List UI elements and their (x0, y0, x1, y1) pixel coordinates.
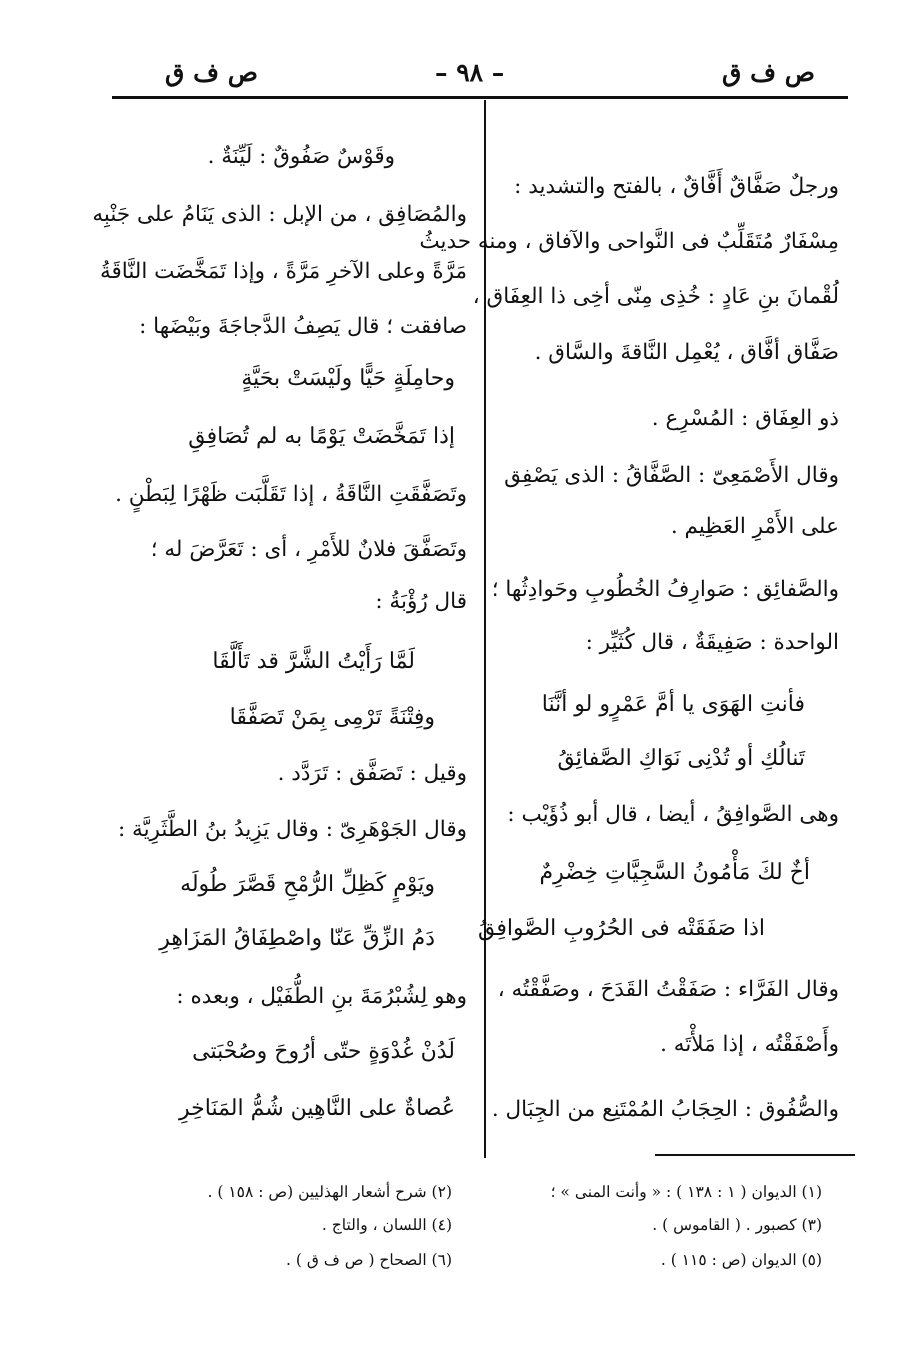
verse-line: عُصاةٌ على النَّاهِين شُمُّ المَنَاخِرِ (179, 1096, 455, 1121)
header-root-left: ص ف ق (165, 58, 258, 87)
text-line: والصَّفائِق : صَوارِفُ الخُطُوبِ وحَوادِثُها ؛ (491, 577, 839, 602)
text-line: والصُّفُوق : الحِجَابُ المُمْتَنِع من الجِبَال . (491, 1097, 839, 1122)
footnote: (١) الديوان ( ١ : ١٣٨ ) : « وأنت المنى » ؛ (550, 1183, 822, 1201)
text-line: وقال الأَصْمَعِىّ : الصَّفَّاقُ : الذى يَصْفِق (504, 463, 839, 488)
text-line: وقَوْسٌ صَفُوقٌ : لَيِّنَةٌ . (207, 144, 395, 169)
footnote: (٢) شرح أشعار الهذليين (ص : ١٥٨ ) . (207, 1183, 452, 1201)
verse-line: اذا صَفَقَتْه فى الحُرُوبِ الصَّوافِقُ (478, 916, 765, 941)
left-column (92, 100, 475, 1160)
text-line: والمُصَافِق ، من الإبل : الذى يَنَامُ على جَنْبِه (92, 202, 467, 227)
footnote: (٥) الديوان (ص : ١١٥ ) . (660, 1251, 822, 1269)
text-line: وتَصَفَّقَ فلانٌ للأَمْرِ ، أى : تَعَرَّضَ له ؛ (150, 537, 467, 562)
text-line: ورجلٌ صَفَّاقٌ أَفَّاقٌ ، بالفتح والتشديد : (514, 174, 839, 199)
text-line: وأَصْفَقْتُه ، إذا مَلأْتَه . (660, 1032, 839, 1057)
footnote-rule (655, 1154, 855, 1156)
footnote: (٤) اللسان ، والتاج . (321, 1216, 452, 1234)
text-line: وقال الجَوْهَرِىّ : وقال يَزِيدُ بنُ الطَّثَرِيَّة : (117, 817, 467, 842)
verse-line: لَدُنْ غُدْوَةٍ حتّى أرُوحَ وصُحْبَتى (192, 1039, 455, 1064)
footnote: (٦) الصحاح ( ص ف ق ) . (286, 1251, 452, 1269)
text-line: مِسْفَارٌ مُتَقَلِّبٌ فى النَّواحى والآفاق ، ومنه حديثُ (419, 229, 839, 254)
header-rule (112, 96, 848, 99)
header-root-right: ص ف ق (722, 58, 815, 87)
text-line: صَفَّاق أفَّاق ، يُعْمِل النَّاقةَ والسَّاق . (534, 340, 839, 365)
text-line: وقيل : تَصَفَّق : تَرَدَّد . (277, 761, 467, 786)
text-line: قال رُؤْبَةُ : (375, 589, 467, 614)
verse-line: دَمُ الزِّقِّ عَنّا واصْطِفَاقُ المَزَاهِرِ (159, 926, 435, 951)
text-line: وهو لِشُبْرُمَةَ بنِ الطُّفَيْل ، وبعده : (176, 984, 467, 1009)
verse-line: لَمَّا رَأَيْتُ الشَّرَّ قد تَأَلَّقَا (212, 649, 415, 674)
text-line: وقال الفَرَّاء : صَفَقْتُ القَدَحَ ، وصَفَّقْتُه ، (497, 977, 839, 1002)
text-line: لُقْمانَ بنِ عَادٍ : خُذِى مِنّى أخِى ذا العِفَاق ، (472, 284, 839, 309)
text-line: وتَصَفَّقَتِ النَّاقَةُ ، إذا تَقَلَّبَت ظَهْرًا لِبَطْنٍ . (115, 482, 467, 507)
page-number: – ٩٨ – (435, 58, 505, 87)
text-line: الواحدة : صَفِيقَةٌ ، قال كُثَيِّر : (585, 630, 839, 655)
text-line: على الأَمْرِ العَظِيم . (670, 514, 839, 539)
footnote: (٣) كصبور . ( القاموس ) . (652, 1216, 822, 1234)
verse-line: فأنتِ الهَوَى يا أمَّ عَمْرٍو لو أنَّنَا (541, 692, 805, 717)
verse-line: إذا تَمَخَّضَتْ يَوْمًا به لم تُصَافِقِ (188, 424, 455, 449)
text-line: صافقت ؛ قال يَصِفُ الدَّجاجَةَ وبَيْضَها : (139, 314, 467, 339)
verse-line: تَنالُكِ أو تُدْنِى نَوَاكِ الصَّفائِقُ (557, 746, 805, 771)
text-line: ذو العِفَاق : المُسْرِع . (651, 406, 839, 431)
verse-line: وحامِلَةٍ حَيًّا ولَيْسَتْ بحَيَّةٍ (241, 366, 455, 391)
verse-line: أخٌ لكَ مَأْمُونُ السَّجِيَّاتِ خِضْرِمٌ (539, 860, 810, 885)
verse-line: ويَوْمٍ كَظِلِّ الرُّمْحِ قَصَّرَ طُولَه (180, 872, 435, 897)
text-line: مَرَّةً وعلى الآخرِ مَرَّةً ، وإذا تَمَخَّضَت النَّاقَةُ (99, 259, 467, 284)
verse-line: وفِتْنَةً تَرْمِى بِمَنْ تَصَفَّقَا (229, 705, 435, 730)
page-header (110, 52, 850, 92)
text-line: وهى الصَّوافِقُ ، أيضا ، قال أبو ذُؤَيْب : (507, 802, 839, 827)
